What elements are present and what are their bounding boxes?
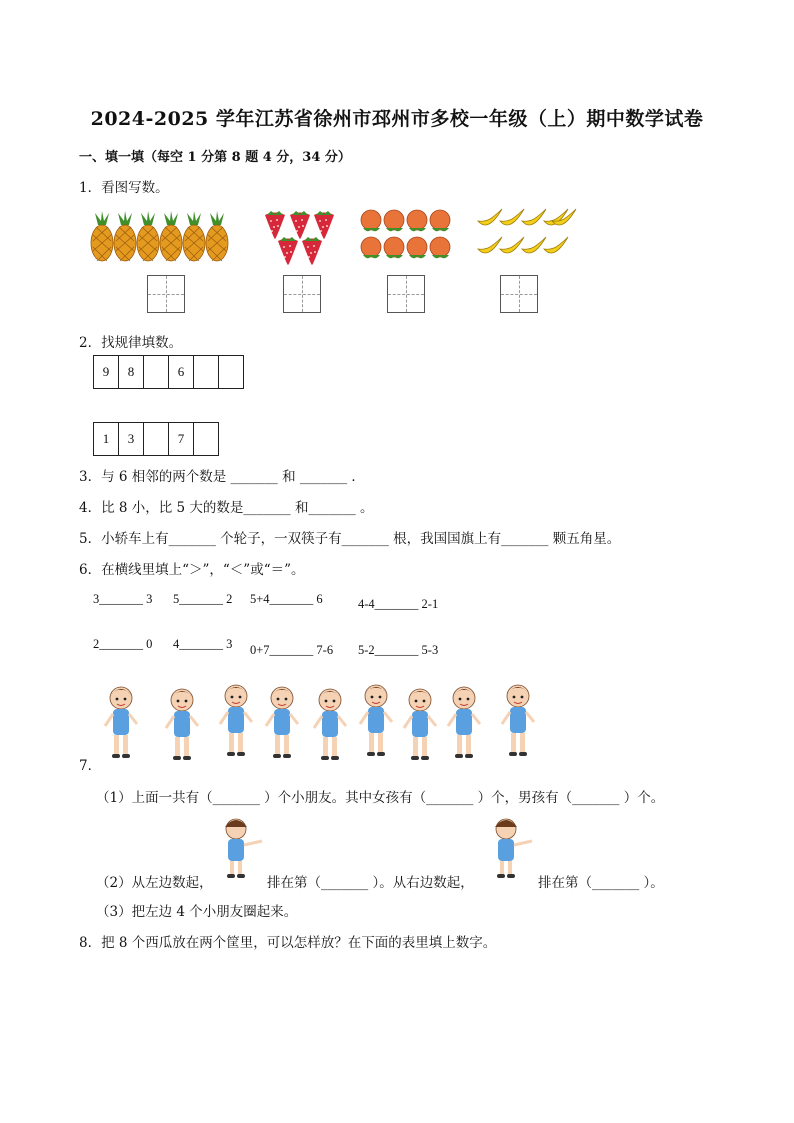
question-4: 4．比 8 小，比 5 大的数是_______ 和_______ 。 (79, 500, 374, 516)
compare-item: 3_______ 3 (93, 592, 153, 606)
girl-icon-left (214, 815, 268, 883)
seq1-cell: 9 (94, 356, 119, 389)
answer-box-banana[interactable] (500, 275, 538, 313)
question-8: 8．把 8 个西瓜放在两个筐里，可以怎样放？在下面的表里填上数字。 (79, 935, 497, 951)
children-illustration (95, 678, 545, 766)
answer-box-peach[interactable] (387, 275, 425, 313)
seq1-blank[interactable] (219, 356, 244, 389)
child-2 (166, 689, 198, 760)
question-7-part-1: （1）上面一共有（_______ ）个小朋友。其中女孩有（_______ ）个，男孩有（_______ ）个。 (96, 790, 665, 806)
section-heading: 一、填一填（每空 1 分第 8 题 4 分，34 分） (79, 150, 351, 165)
fruit-pictures (90, 205, 580, 267)
question-7-part-2a: （2）从左边数起， (96, 875, 213, 891)
answer-box-strawberry[interactable] (283, 275, 321, 313)
compare-item: 5-2_______ 5-3 (358, 643, 439, 657)
strawberry-group (265, 211, 334, 265)
child-4 (266, 687, 298, 758)
child-7 (404, 689, 436, 760)
compare-item: 2_______ 0 (93, 637, 153, 651)
answer-box-pineapple[interactable] (147, 275, 185, 313)
seq2-cell: 1 (94, 423, 119, 456)
question-7-part-2c: 排在第（_______ ）。 (538, 875, 664, 891)
seq1-blank[interactable] (194, 356, 219, 389)
compare-item: 5+4_______ 6 (250, 592, 323, 606)
question-1: 1．看图写数。 (79, 180, 169, 196)
child-5 (314, 689, 346, 760)
banana-group (478, 209, 576, 253)
sequence-table-1 (93, 355, 244, 389)
child-3 (220, 685, 252, 756)
child-8 (448, 687, 480, 758)
question-7-part-2b: 排在第（_______ ）。从右边数起， (267, 875, 474, 891)
seq1-cell: 6 (169, 356, 194, 389)
compare-item: 0+7_______ 7-6 (250, 643, 334, 657)
compare-item: 4_______ 3 (173, 637, 233, 651)
sequence-table-2 (93, 422, 219, 456)
seq2-blank[interactable] (144, 423, 169, 456)
question-3: 3．与 6 相邻的两个数是 _______ 和 _______ ． (79, 469, 365, 485)
question-5: 5．小轿车上有_______ 个轮子，一双筷子有_______ 根，我国国旗上有_______ 颗五角星。 (79, 531, 621, 547)
question-7-part-3: （3）把左边 4 个小朋友圈起来。 (96, 904, 298, 920)
child-1 (105, 687, 137, 758)
question-7: 7． (79, 758, 102, 774)
pineapple-group (91, 211, 228, 261)
question-6: 6．在横线里填上“＞”，“＜”或“＝”。 (79, 562, 305, 578)
child-6 (360, 685, 392, 756)
child-9 (502, 685, 534, 756)
seq2-cell: 7 (169, 423, 194, 456)
peach-group (361, 210, 450, 258)
page-title: 2024-2025 学年江苏省徐州市邳州市多校一年级（上）期中数学试卷 (90, 108, 704, 130)
seq2-blank[interactable] (194, 423, 219, 456)
girl-icon-right (484, 815, 538, 883)
seq1-blank[interactable] (144, 356, 169, 389)
compare-item: 5_______ 2 (173, 592, 233, 606)
seq1-cell: 8 (119, 356, 144, 389)
compare-item: 4-4_______ 2-1 (358, 597, 439, 611)
question-2: 2．找规律填数。 (79, 335, 183, 351)
seq2-cell: 3 (119, 423, 144, 456)
